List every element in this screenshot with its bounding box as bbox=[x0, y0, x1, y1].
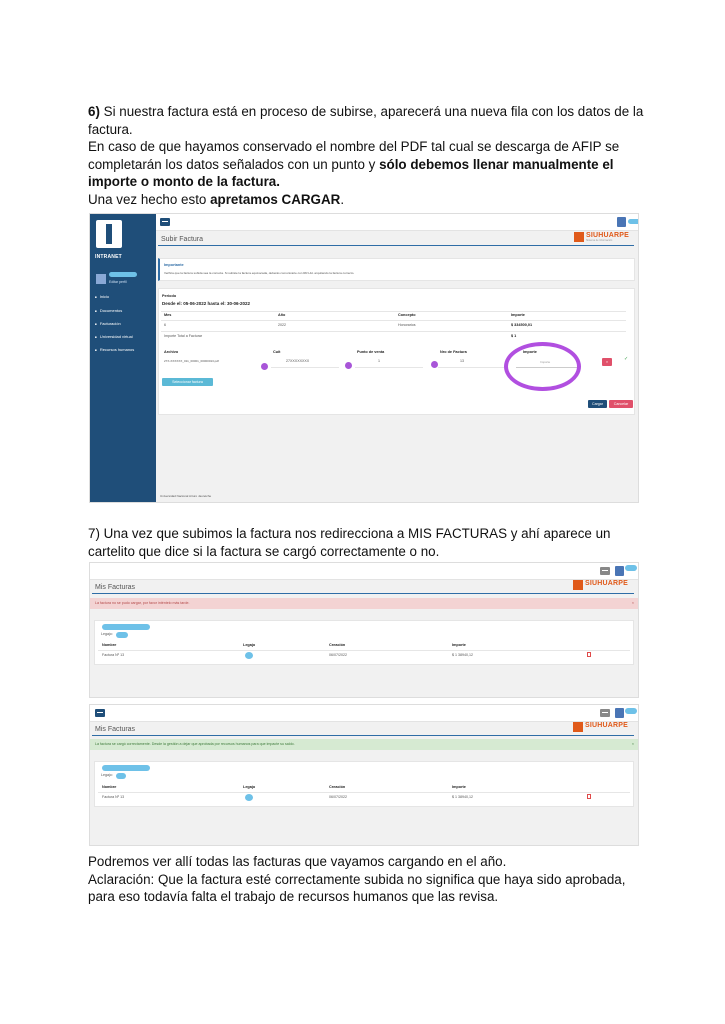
page-title: Mis Facturas bbox=[95, 726, 136, 733]
intranet-logo bbox=[96, 220, 122, 248]
brand-name: SIUHUARPE bbox=[586, 232, 630, 239]
input-underline bbox=[355, 367, 423, 368]
pdf-icon[interactable] bbox=[587, 652, 591, 657]
success-alert-text: La factura se cargó correctamente. Desde la gestión a dejar que aprobada por recursos humanos para que impacte su saldo. bbox=[95, 742, 295, 746]
redaction-blob bbox=[625, 565, 637, 571]
step6-line3: Una vez hecho esto bbox=[88, 191, 211, 207]
step6-number: 6) bbox=[88, 104, 100, 119]
upload-col-cuit: Cuit bbox=[273, 350, 281, 354]
col-concepto: Concepto bbox=[398, 313, 416, 317]
redaction-blob bbox=[116, 773, 126, 779]
user-edit-link[interactable]: Editar perfil bbox=[109, 280, 127, 284]
close-icon[interactable]: × bbox=[631, 601, 634, 605]
periodo-value: Desde el: 05-06-2022 hasta el: 30-06-2022 bbox=[162, 301, 251, 306]
invoices-card bbox=[94, 620, 634, 665]
sidebar-item-inicio[interactable]: ■ Inicio bbox=[95, 294, 109, 299]
importe-input[interactable]: Importe bbox=[540, 360, 551, 364]
redaction-blob bbox=[245, 794, 253, 801]
important-title: Importante bbox=[164, 263, 184, 267]
col-ano: Año bbox=[278, 313, 286, 317]
col-nombre: Nombre bbox=[102, 785, 117, 789]
closing-paragraph bbox=[88, 853, 648, 906]
closing-line2: Aclaración: Que la factura esté correctamente subida no significa que haya sido aprobada, para eso todavía falta el trabajo de recursos humanos que las revisa. bbox=[88, 871, 626, 904]
total-label: Importe Total a Facturar bbox=[164, 334, 203, 338]
intranet-label: INTRANET bbox=[95, 254, 122, 260]
upload-col-nro: Nro de Factura bbox=[440, 350, 467, 354]
total-value: $ 1 bbox=[511, 334, 517, 338]
col-mes: Mes bbox=[164, 313, 172, 317]
redaction-blob bbox=[625, 708, 637, 714]
important-notice bbox=[158, 258, 635, 281]
title-divider bbox=[92, 593, 634, 594]
divider bbox=[98, 792, 630, 793]
brand-name: SIUHUARPE bbox=[585, 580, 629, 587]
sidebar bbox=[90, 214, 156, 502]
row-nombre[interactable]: Factura Nº 13 bbox=[102, 795, 125, 799]
redaction-blob bbox=[109, 272, 137, 277]
delete-row-button[interactable]: × bbox=[602, 358, 612, 366]
cell-importe: $ 334500,01 bbox=[511, 323, 533, 327]
sidebar-item-universidad-virtual[interactable]: ■ Universidad virtual bbox=[95, 334, 133, 339]
menu-toggle-icon[interactable] bbox=[160, 218, 170, 226]
legajo-label: Legajo: bbox=[101, 632, 113, 636]
user-icon[interactable] bbox=[615, 566, 624, 576]
marker-dot bbox=[345, 362, 352, 369]
user-avatar bbox=[96, 274, 106, 284]
row-creacion: 06/07/2022 bbox=[329, 795, 347, 799]
redaction-blob bbox=[628, 219, 639, 224]
redaction-blob bbox=[116, 632, 128, 638]
step6-line2: En caso de que hayamos conservado el nombre del PDF tal cual se descarga de AFIP se completarán los datos señalados con un punto y bbox=[88, 139, 620, 172]
screenshot-mis-facturas-error bbox=[89, 562, 639, 698]
sidebar-item-documentos[interactable]: ■ Documentos bbox=[95, 308, 122, 313]
page-title: Subir Factura bbox=[161, 236, 204, 243]
cell-concepto: Honorarios bbox=[398, 323, 416, 327]
important-text: Verifica que la factura subida sea la correcta. Si subiste la factura equivocada, deberás comunicarte con RR.HH. arquitando la factura correcto. bbox=[164, 271, 355, 275]
col-importe: Importe bbox=[452, 643, 466, 647]
input-underline bbox=[271, 367, 339, 368]
divider bbox=[161, 311, 626, 312]
divider bbox=[98, 650, 630, 651]
success-alert bbox=[90, 739, 638, 750]
error-alert bbox=[90, 598, 638, 609]
periodo-label: Periodo bbox=[162, 294, 177, 298]
col-creacion: Creación bbox=[329, 643, 346, 647]
redaction-blob bbox=[102, 624, 150, 630]
footer-text: Universidad Nacional Arturo Jauretche bbox=[160, 494, 212, 498]
upload-nro-value: 13 bbox=[460, 359, 464, 363]
divider bbox=[161, 320, 626, 321]
invoices-card bbox=[94, 761, 634, 807]
upload-col-punto: Punto de venta bbox=[357, 350, 385, 354]
step6-line3-bold: apretamos CARGAR bbox=[210, 191, 341, 207]
sidebar-item-recursos-humanos[interactable]: ■ Recursos humanos bbox=[95, 347, 134, 352]
col-importe: Importe bbox=[452, 785, 466, 789]
col-creacion: Creación bbox=[329, 785, 346, 789]
check-icon: ✓ bbox=[624, 356, 629, 362]
redaction-blob bbox=[102, 765, 150, 771]
upload-col-archivo: Archivo bbox=[164, 350, 179, 354]
col-importe: Importe bbox=[511, 313, 525, 317]
closing-line1: Podremos ver allí todas las facturas que vayamos cargando en el año. bbox=[88, 854, 507, 869]
step6-line1: Si nuestra factura está en proceso de subirse, aparecerá una nueva fila con los datos de la factura. bbox=[88, 104, 644, 137]
close-icon[interactable]: × bbox=[631, 742, 634, 746]
title-divider bbox=[158, 245, 634, 246]
col-legajo: Legajo bbox=[243, 643, 256, 647]
screenshot-subir-factura bbox=[89, 213, 639, 503]
siuhuarpe-logo bbox=[585, 722, 628, 729]
top-bar bbox=[90, 705, 638, 722]
sidebar-item-facturacion[interactable]: ■ Facturación bbox=[95, 321, 121, 326]
col-legajo: Legajo bbox=[243, 785, 256, 789]
error-alert-text: La factura no se pudo cargar, por favor inténtelo más tarde. bbox=[95, 601, 190, 605]
row-creacion: 06/07/2022 bbox=[329, 653, 347, 657]
step6-paragraph bbox=[88, 103, 648, 208]
legajo-label: Legajo: bbox=[101, 773, 113, 777]
upload-file-name: 27X-XXXXXX_011_00001_00000013.pdf bbox=[164, 359, 219, 363]
brand-subtitle: Sistema de Información bbox=[586, 239, 613, 242]
cargar-button[interactable]: Cargar bbox=[588, 400, 607, 408]
siuhuarpe-logo bbox=[586, 232, 629, 242]
cell-ano: 2022 bbox=[278, 323, 286, 327]
grid-icon[interactable] bbox=[600, 567, 610, 575]
cancelar-button[interactable]: Cancelar bbox=[609, 400, 633, 408]
pdf-icon[interactable] bbox=[587, 794, 591, 799]
select-invoice-button[interactable]: Seleccionar factura bbox=[162, 378, 213, 386]
grid-icon[interactable] bbox=[600, 709, 610, 717]
marker-dot bbox=[261, 363, 268, 370]
top-bar bbox=[156, 214, 638, 231]
user-icon[interactable] bbox=[617, 217, 626, 227]
upload-col-importe: Importe bbox=[523, 350, 537, 354]
title-divider bbox=[92, 735, 634, 736]
screenshot-mis-facturas-exito bbox=[89, 704, 639, 846]
redaction-blob bbox=[245, 652, 253, 659]
divider bbox=[161, 331, 626, 332]
upload-cuit-value: 27XXXXXXXX bbox=[286, 359, 310, 363]
marker-dot bbox=[431, 361, 438, 368]
upload-punto-value: 1 bbox=[378, 359, 380, 363]
step6-line2-bold: sólo debemos llenar manualmente el importe o monto de la factura. bbox=[88, 156, 614, 189]
row-importe: $ 1 38940,12 bbox=[452, 795, 473, 799]
top-bar bbox=[90, 563, 638, 580]
row-nombre[interactable]: Factura Nº 13 bbox=[102, 653, 125, 657]
menu-toggle-icon[interactable] bbox=[95, 709, 105, 717]
siuhuarpe-logo bbox=[585, 580, 628, 587]
step6-line3-end: . bbox=[340, 191, 345, 207]
invoice-card bbox=[158, 288, 635, 415]
user-icon[interactable] bbox=[615, 708, 624, 718]
brand-name: SIUHUARPE bbox=[585, 722, 629, 729]
col-nombre: Nombre bbox=[102, 643, 117, 647]
input-underline bbox=[438, 367, 506, 368]
cell-mes: 6 bbox=[164, 323, 166, 327]
page-title: Mis Facturas bbox=[95, 584, 136, 591]
step7-paragraph: 7) Una vez que subimos la factura nos redirecciona a MIS FACTURAS y ahí aparece un cartelito que dice si la factura se cargó correctamente o no. bbox=[88, 526, 611, 559]
highlight-circle bbox=[504, 342, 581, 391]
row-importe: $ 1 38940,12 bbox=[452, 653, 473, 657]
